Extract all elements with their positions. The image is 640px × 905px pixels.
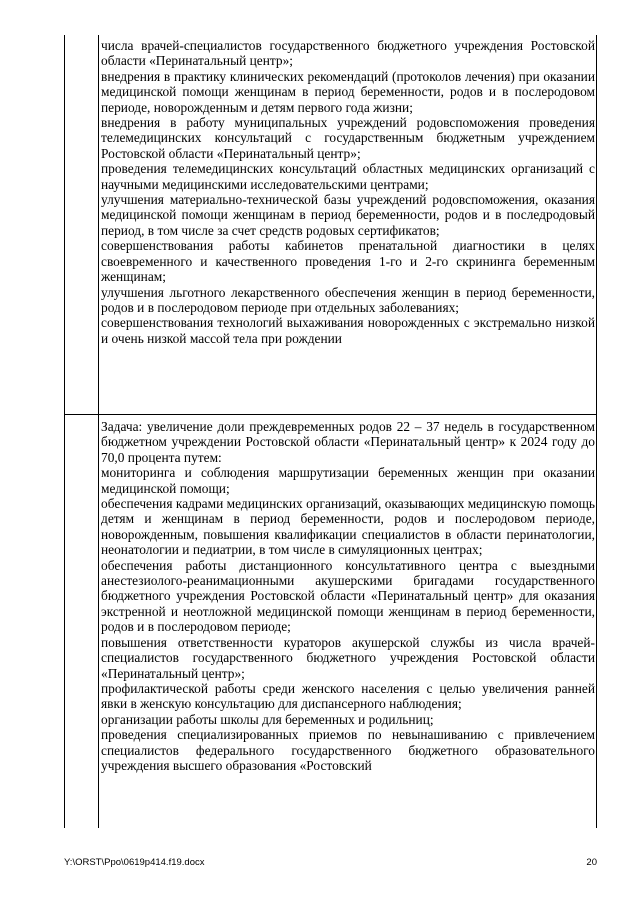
table-row-divider — [64, 414, 597, 415]
table-cell-row1 — [101, 38, 595, 346]
paragraph: мониторинга и соблюдения маршрутизации беременных женщин при оказании медицинской помощи; — [101, 465, 595, 496]
paragraph: организации работы школы для беременных и родильниц; — [101, 711, 434, 727]
paragraph: профилактической работы среди женского населения с целью увеличения ранней явки в женскую консультацию для диспансерного наблюдения; — [101, 680, 595, 712]
paragraph: повышения ответственности кураторов акушерской службы из числа врачей-специалистов государственного бюджетного учреждения Ростовской области «Перинатальный центр»; — [101, 634, 595, 681]
footer-file-path: Y:\ORST\Ppo\0619p414.f19.docx — [64, 857, 205, 868]
paragraph: улучшения материально-технической базы учреждений родовспоможения, оказания медицинской помощи женщинам в период беременности, родов и в последродовый период, в том числе за счет средств родовых сертификатов; — [101, 192, 595, 238]
paragraph: проведения телемедицинских консультаций областных медицинских организаций с научными медицинскими исследовательскими центрами; — [101, 161, 595, 192]
paragraph: числа врачей-специалистов государственного бюджетного учреждения Ростовской области «Перинатальный центр»; — [101, 38, 595, 69]
paragraph: внедрения в работу муниципальных учреждений родовспоможения проведения телемедицинских консультаций с государственным бюджетным учреждением Ростовской области «Перинатальный центр»; — [101, 115, 595, 161]
table-column-divider — [98, 35, 99, 828]
paragraph: улучшения льготного лекарственного обеспечения женщин в период беременности, родов и в послеродовом периоде при отдельных заболеваниях; — [101, 284, 595, 315]
paragraph: внедрения в практику клинических рекомендаций (протоколов лечения) при оказании медицинской помощи женщинам в период беременности, родов и в послеродовом периоде, новорожденным и детям первого года жизни; — [101, 68, 595, 115]
page-number: 20 — [586, 857, 597, 868]
paragraph: проведения специализированных приемов по невынашиванию с привлечением специалистов федерального государственного бюджетного образовательного учреждения высшего образования «Ростовский — [101, 727, 595, 773]
task-heading: Задача: увеличение доли преждевременных родов 22 – 37 недель в государственном бюджетном учреждении Ростовской области «Перинатальный центр» к 2024 году до 70,0 процента путем: — [101, 419, 595, 465]
paragraph: совершенствования работы кабинетов пренатальной диагностики в целях своевременного и качественного проведения 1-го и 2-го скрининга беременным женщинам; — [101, 238, 595, 285]
paragraph: обеспечения кадрами медицинских организаций, оказывающих медицинскую помощь детям и женщинам в период беременности, родов и послеродовом периоде, новорожденным, повышения квалификации специалистов в области перинатологии, неонатологии и педиатрии, в том числе в симуляционных центрах; — [101, 496, 595, 558]
table-cell-row2 — [101, 419, 595, 773]
document-table — [64, 35, 597, 828]
paragraph: совершенствования технологий выхаживания новорожденных с экстремально низкой и очень низкой массой тела при рождении — [101, 315, 595, 346]
table-border-right — [596, 35, 597, 828]
table-border-left — [64, 35, 65, 828]
paragraph: обеспечения работы дистанционного консультативного центра с выездными анестезиолого-реанимационными акушерскими бригадами государственного бюджетного учреждения Ростовской области «Перинатальный центр» для оказания экстренной и неотложной медицинской помощи женщинам в период беременности, родов и в послеродовом периоде; — [101, 557, 595, 635]
